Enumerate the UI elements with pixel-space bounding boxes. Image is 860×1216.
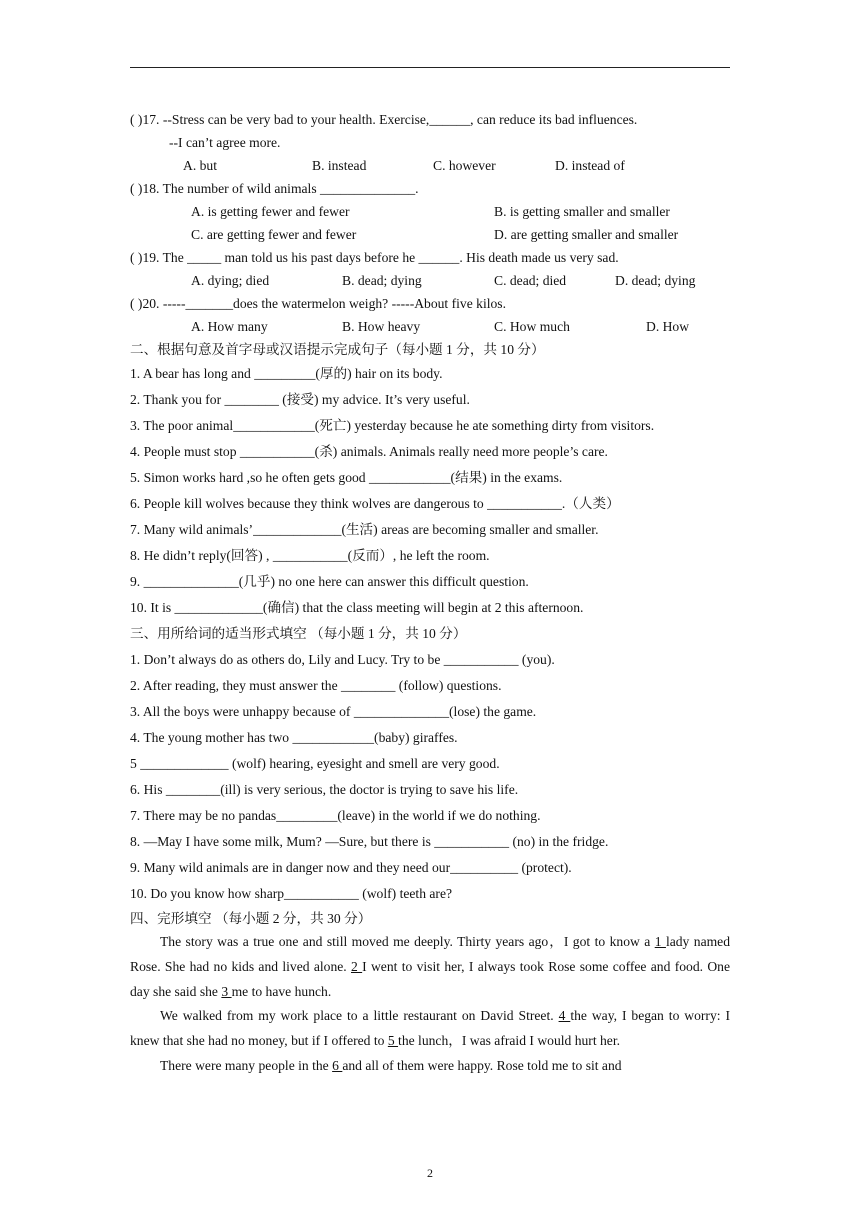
text-run: the lunch，I was afraid I would hurt her. bbox=[398, 1033, 621, 1049]
blank-5: 5 bbox=[387, 1033, 399, 1049]
cloze-paragraph-1 bbox=[130, 930, 730, 1004]
option-b: B. dead; dying bbox=[342, 273, 422, 288]
question-18: ( )18. The number of wild animals ______________. bbox=[130, 181, 419, 196]
section-3-heading: 三、用所给词的适当形式填空 （每小题 1 分，共 10 分） bbox=[130, 626, 467, 641]
text-run: and all of them were happy. Rose told me to sit and bbox=[342, 1057, 622, 1073]
section-2-item: 3. The poor animal____________(死亡) yesterday because he ate something dirty from visitors. bbox=[130, 418, 655, 433]
section-2-item: 4. People must stop ___________(杀) animals. Animals really need more people’s care. bbox=[130, 444, 608, 459]
question-17-reply: --I can’t agree more. bbox=[169, 135, 281, 150]
question-18-options-1 bbox=[130, 200, 730, 223]
text-run: I went to visit her, I always took Rose some coffee and food. One day she said she bbox=[130, 958, 730, 999]
question-17-options bbox=[130, 154, 730, 177]
option-c: C. are getting fewer and fewer bbox=[191, 227, 357, 242]
question-20-options bbox=[130, 315, 730, 338]
page-content bbox=[130, 108, 730, 1079]
blank-4: 4 bbox=[558, 1008, 571, 1024]
option-a: A. but bbox=[183, 158, 217, 173]
option-b: B. is getting smaller and smaller bbox=[494, 204, 670, 219]
text-run: We walked from my work place to a little restaurant on David Street. bbox=[160, 1008, 559, 1024]
option-c: C. dead; died bbox=[494, 273, 567, 288]
section-2-heading: 二、根据句意及首字母或汉语提示完成句子（每小题 1 分，共 10 分） bbox=[130, 342, 545, 357]
header-rule bbox=[130, 67, 730, 68]
section-2-item: 6. People kill wolves because they think wolves are dangerous to ___________.（人类） bbox=[130, 496, 620, 511]
text-run: the way, I began to worry: I knew that she had no money, but if I offered to bbox=[130, 1008, 730, 1049]
section-2-item: 5. Simon works hard ,so he often gets good ____________(结果) in the exams. bbox=[130, 470, 563, 485]
page-number: 2 bbox=[427, 1166, 433, 1180]
option-a: A. is getting fewer and fewer bbox=[191, 204, 350, 219]
blank-2: 2 bbox=[351, 958, 363, 974]
text-run: There were many people in the bbox=[160, 1057, 333, 1073]
section-2-item: 9. ______________(几乎) no one here can answer this difficult question. bbox=[130, 574, 529, 589]
question-18-options-2 bbox=[130, 223, 730, 246]
section-3-item: 5 _____________ (wolf) hearing, eyesight and smell are very good. bbox=[130, 756, 500, 771]
section-2-item: 1. A bear has long and _________(厚的) hair on its body. bbox=[130, 366, 443, 381]
option-b: B. How heavy bbox=[342, 319, 421, 334]
section-3-item: 4. The young mother has two ____________(baby) giraffes. bbox=[130, 730, 458, 745]
text-run: me to have hunch. bbox=[231, 983, 332, 999]
cloze-paragraph-3 bbox=[130, 1054, 730, 1079]
question-19: ( )19. The _____ man told us his past days before he ______. His death made us very sad. bbox=[130, 250, 619, 265]
option-d: D. instead of bbox=[555, 158, 625, 173]
section-2-item: 8. He didn’t reply(回答) , ___________(反而）, he left the room. bbox=[130, 548, 490, 563]
section-4-heading: 四、完形填空 （每小题 2 分，共 30 分） bbox=[130, 911, 372, 926]
cloze-paragraph-2 bbox=[130, 1004, 730, 1054]
section-3-item: 10. Do you know how sharp___________ (wolf) teeth are? bbox=[130, 886, 453, 901]
question-20: ( )20. -----_______does the watermelon weigh? -----About five kilos. bbox=[130, 296, 506, 311]
option-d: D. How bbox=[646, 319, 690, 334]
option-b: B. instead bbox=[312, 158, 367, 173]
section-2-item: 7. Many wild animals’_____________(生活) areas are becoming smaller and smaller. bbox=[130, 522, 599, 537]
blank-3: 3 bbox=[221, 983, 232, 999]
question-17: ( )17. --Stress can be very bad to your health. Exercise,______, can reduce its bad influences. bbox=[130, 112, 638, 127]
blank-1: 1 bbox=[654, 934, 666, 949]
section-3-item: 7. There may be no pandas_________(leave) in the world if we do nothing. bbox=[130, 808, 541, 823]
section-3-item: 3. All the boys were unhappy because of ______________(lose) the game. bbox=[130, 704, 537, 719]
section-3-item: 8. —May I have some milk, Mum? —Sure, but there is ___________ (no) in the fridge. bbox=[130, 834, 609, 849]
text-run: The story was a true one and still moved me deeply. Thirty years ago，I got to know a bbox=[160, 934, 655, 949]
option-a: A. How many bbox=[191, 319, 268, 334]
text-run: lady named Rose. She had no kids and lived alone. bbox=[130, 934, 731, 974]
section-3-item: 9. Many wild animals are in danger now and they need our__________ (protect). bbox=[130, 860, 572, 875]
option-a: A. dying; died bbox=[191, 273, 270, 288]
option-d: D. dead; dying bbox=[615, 273, 696, 288]
blank-6: 6 bbox=[332, 1057, 343, 1073]
section-3-item: 6. His ________(ill) is very serious, the doctor is trying to save his life. bbox=[130, 782, 519, 797]
option-c: C. How much bbox=[494, 319, 570, 334]
section-3-item: 2. After reading, they must answer the ________ (follow) questions. bbox=[130, 678, 502, 693]
section-2-item: 10. It is _____________(确信) that the class meeting will begin at 2 this afternoon. bbox=[130, 600, 584, 615]
option-d: D. are getting smaller and smaller bbox=[494, 227, 679, 242]
section-3-item: 1. Don’t always do as others do, Lily and Lucy. Try to be ___________ (you). bbox=[130, 652, 555, 667]
question-19-options bbox=[130, 269, 730, 292]
option-c: C. however bbox=[433, 158, 496, 173]
section-2-item: 2. Thank you for ________ (接受) my advice. It’s very useful. bbox=[130, 392, 470, 407]
